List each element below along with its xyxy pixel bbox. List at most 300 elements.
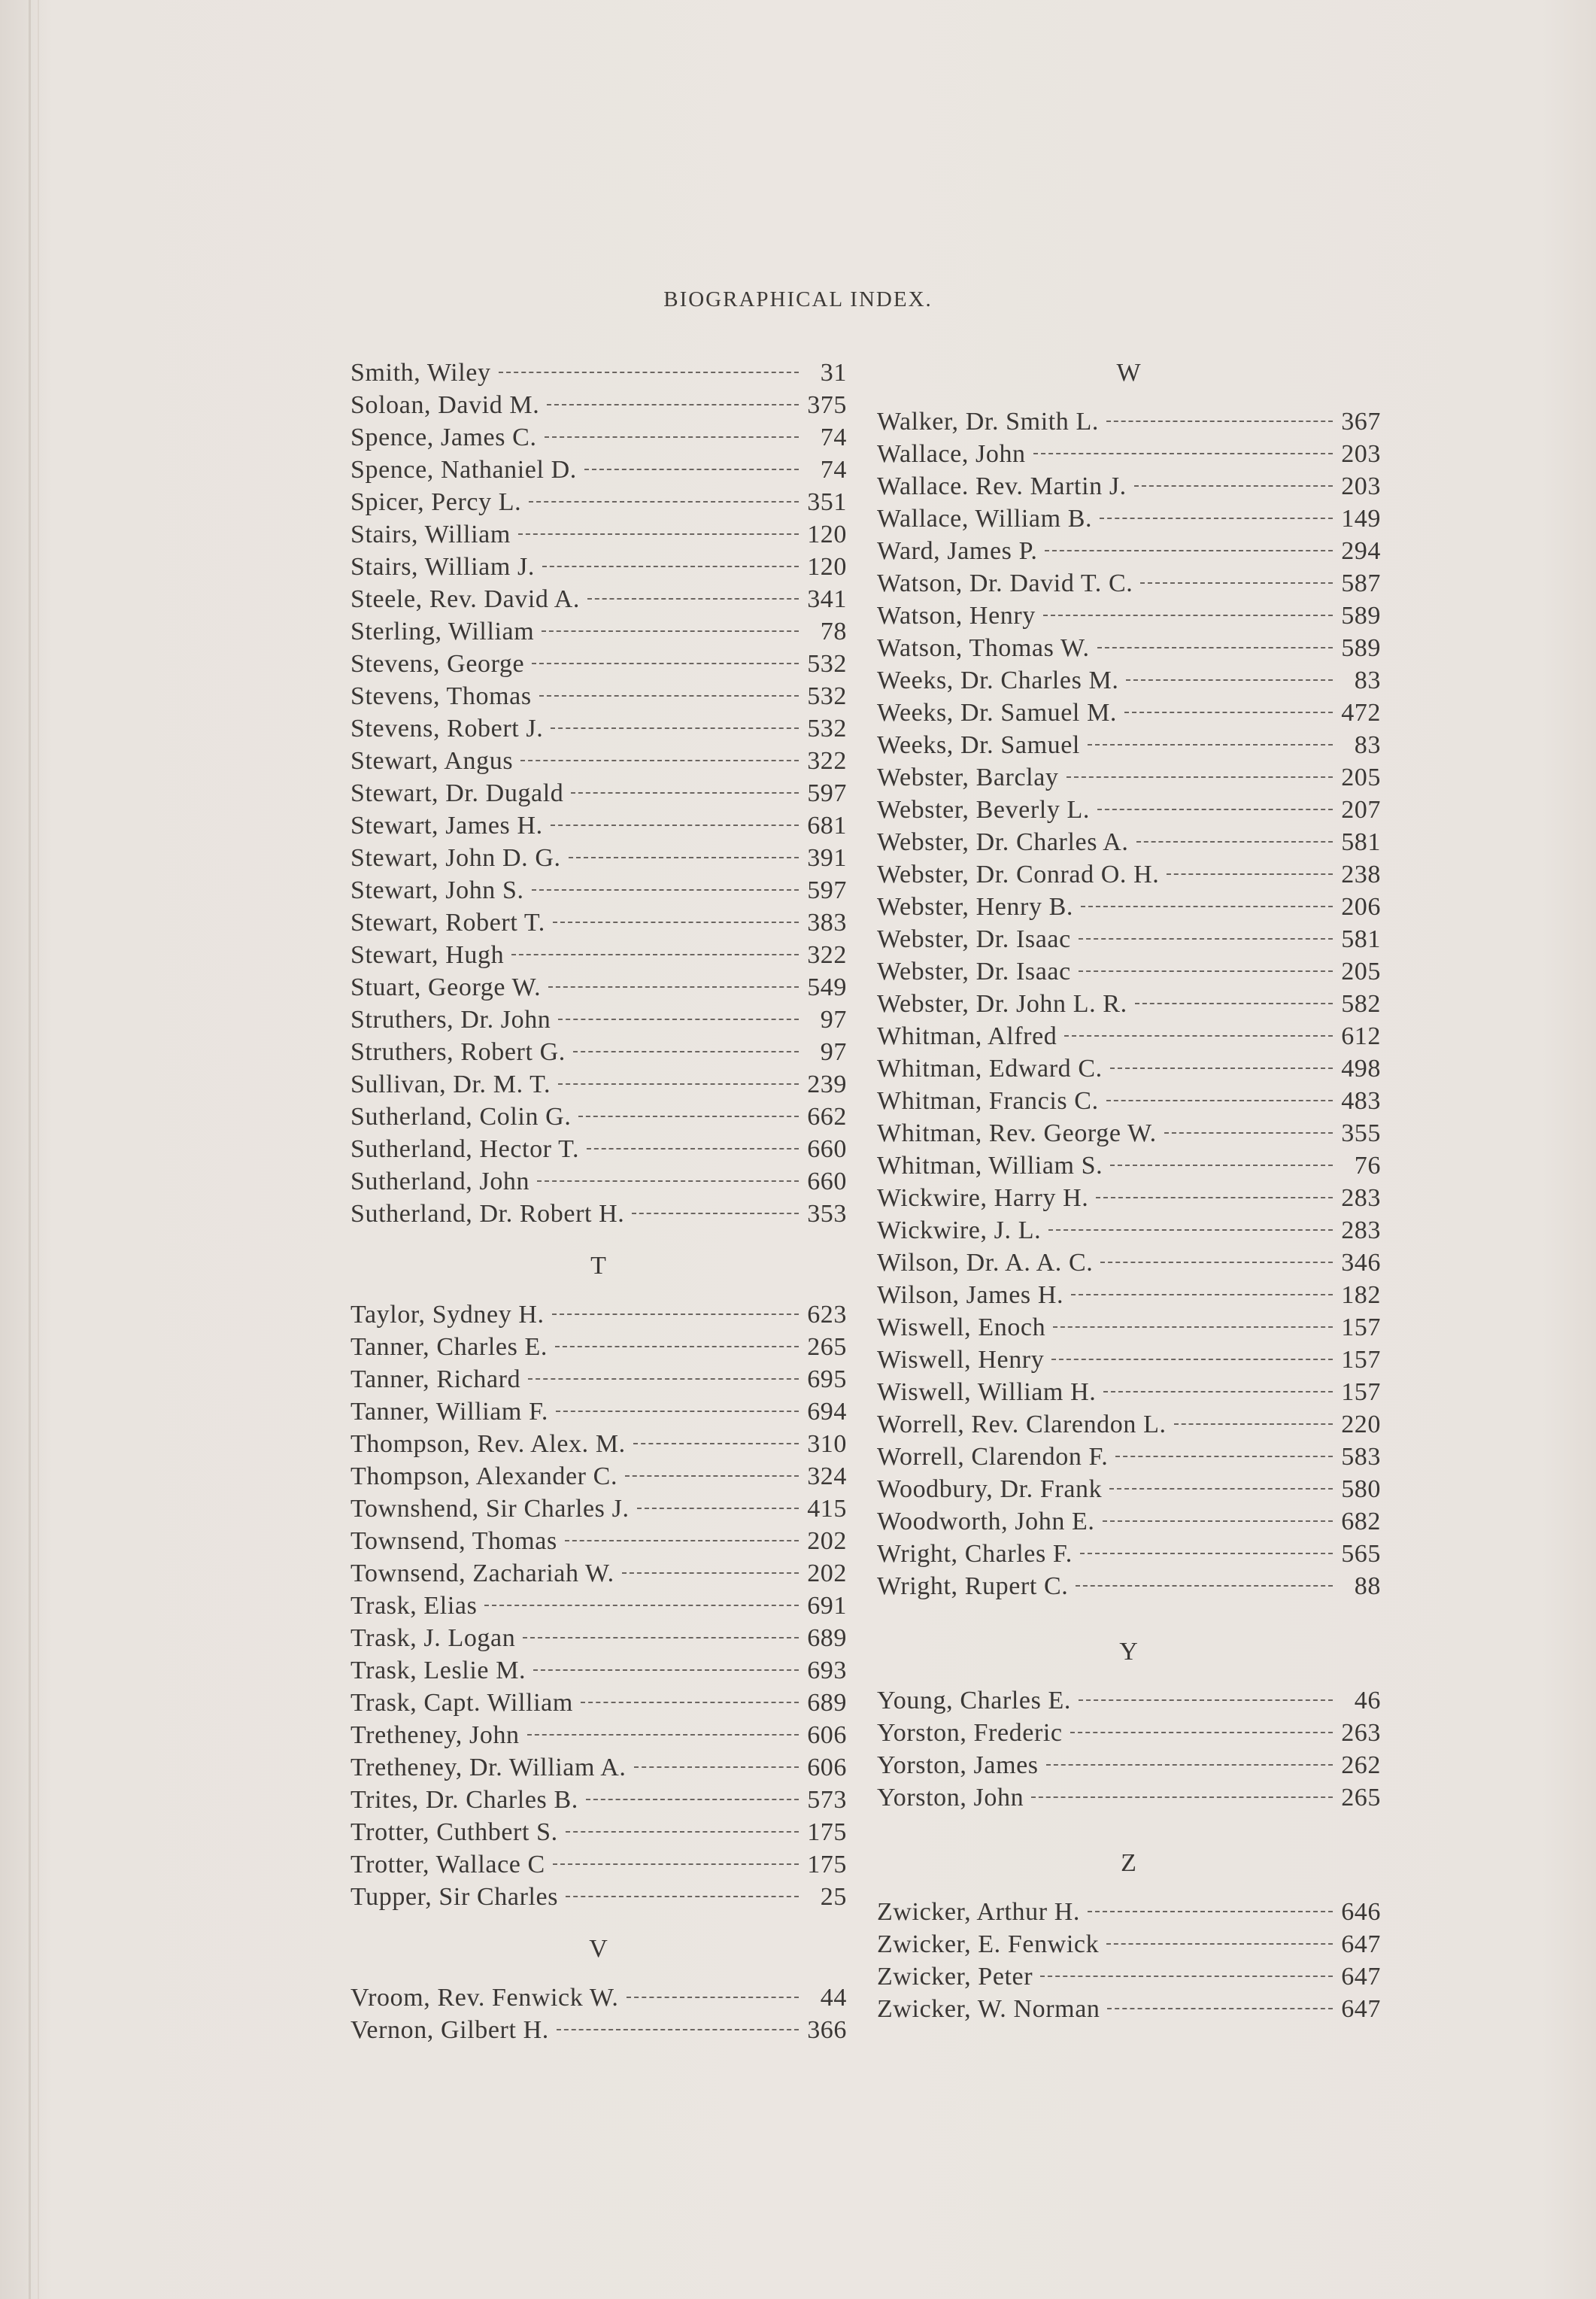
entry-page-number: 597: [807, 779, 847, 807]
entry-name: Young, Charles E.: [877, 1687, 1071, 1714]
entry-page-number: 97: [820, 1038, 847, 1066]
entry-page-number: 532: [807, 715, 847, 743]
leader-dashes: [1115, 1456, 1333, 1457]
entry-name: Stewart, John S.: [350, 876, 524, 904]
index-entry: [877, 955, 1381, 988]
leader-dashes: [632, 1213, 799, 1214]
entry-page-number: 623: [807, 1301, 847, 1329]
entry-page-number: 660: [807, 1135, 847, 1163]
leader-dashes: [1109, 1488, 1333, 1490]
index-entry: [350, 680, 847, 712]
entry-name: Sutherland, John: [350, 1168, 530, 1195]
section-heading-y: Y: [1119, 1638, 1139, 1666]
index-entry: [877, 1279, 1381, 1311]
entry-page-number: 46: [1354, 1687, 1381, 1714]
entry-name: Townsend, Thomas: [350, 1527, 557, 1555]
section-heading-z: Z: [1121, 1849, 1137, 1877]
leader-dashes: [1064, 1035, 1333, 1037]
entry-page-number: 581: [1341, 925, 1381, 953]
leader-dashes: [1135, 1003, 1333, 1004]
entry-name: Trask, Leslie M.: [350, 1657, 526, 1684]
entry-name: Stewart, Dr. Dugald: [350, 779, 564, 807]
leader-dashes: [1124, 712, 1333, 713]
v-entries-list: [350, 1982, 847, 2046]
entry-page-number: 149: [1341, 505, 1381, 533]
leader-dashes: [1080, 1553, 1333, 1554]
entry-name: Stevens, Thomas: [350, 682, 532, 710]
entry-name: Woodworth, John E.: [877, 1508, 1095, 1535]
entry-page-number: 351: [807, 488, 847, 516]
index-entry: [350, 1848, 847, 1881]
index-entry: [877, 1214, 1381, 1247]
entry-name: Trites, Dr. Charles B.: [350, 1786, 578, 1814]
entry-page-number: 78: [820, 618, 847, 645]
entry-page-number: 597: [807, 876, 847, 904]
index-entry: [877, 1717, 1381, 1749]
entry-page-number: 74: [820, 424, 847, 451]
entry-page-number: 202: [807, 1527, 847, 1555]
entry-page-number: 239: [807, 1071, 847, 1098]
leader-dashes: [1043, 615, 1333, 616]
leader-dashes: [1107, 2008, 1333, 2009]
index-entry: [877, 1570, 1381, 1602]
entry-page-number: 483: [1341, 1087, 1381, 1115]
index-entry: [350, 1331, 847, 1363]
entry-name: Yorston, Frederic: [877, 1719, 1063, 1747]
entry-name: Struthers, Robert G.: [350, 1038, 566, 1066]
index-entry: [350, 486, 847, 518]
index-entry: [350, 1557, 847, 1590]
w-entries-list: [877, 405, 1381, 1602]
entry-page-number: 205: [1341, 958, 1381, 986]
entry-name: Sullivan, Dr. M. T.: [350, 1071, 551, 1098]
leader-dashes: [565, 1540, 799, 1541]
leader-dashes: [1136, 841, 1333, 843]
entry-page-number: 647: [1341, 1963, 1381, 1991]
index-entry: [877, 858, 1381, 891]
leader-dashes: [1103, 1391, 1333, 1392]
entry-name: Wallace, John: [877, 440, 1026, 468]
entry-name: Wallace. Rev. Martin J.: [877, 472, 1127, 500]
leader-dashes: [1079, 1699, 1333, 1701]
entry-page-number: 582: [1341, 990, 1381, 1018]
entry-page-number: 647: [1341, 1930, 1381, 1958]
section-heading-t: T: [590, 1252, 607, 1280]
entry-name: Whitman, Francis C.: [877, 1087, 1099, 1115]
entry-name: Webster, Dr. Conrad O. H.: [877, 861, 1160, 888]
index-entry: [877, 1408, 1381, 1441]
entry-page-number: 265: [807, 1333, 847, 1361]
index-entry: [877, 1441, 1381, 1473]
entry-name: Vroom, Rev. Fenwick W.: [350, 1984, 619, 2012]
index-entry: [350, 1428, 847, 1460]
index-entry: [350, 777, 847, 809]
entry-page-number: 203: [1341, 440, 1381, 468]
leader-dashes: [1167, 873, 1333, 875]
index-entry: [877, 503, 1381, 535]
index-entry: [350, 809, 847, 842]
index-entry: [877, 1182, 1381, 1214]
leader-dashes: [1040, 1976, 1333, 1977]
entry-page-number: 202: [807, 1559, 847, 1587]
s-entries-list: [350, 357, 847, 1230]
entry-page-number: 353: [807, 1200, 847, 1228]
leader-dashes: [552, 1313, 799, 1315]
entry-name: Sutherland, Dr. Robert H.: [350, 1200, 625, 1228]
entry-name: Townshend, Sir Charles J.: [350, 1495, 630, 1523]
entry-name: Yorston, James: [877, 1751, 1039, 1779]
leader-dashes: [622, 1572, 799, 1574]
index-entry: [877, 697, 1381, 729]
leader-dashes: [520, 760, 799, 761]
entry-name: Stewart, James H.: [350, 812, 543, 840]
entry-page-number: 88: [1354, 1572, 1381, 1600]
entry-name: Trask, Capt. William: [350, 1689, 573, 1717]
entry-page-number: 689: [807, 1624, 847, 1652]
index-entry: [877, 1928, 1381, 1960]
index-entry: [350, 518, 847, 551]
entry-name: Wiswell, Enoch: [877, 1313, 1046, 1341]
entry-page-number: 581: [1341, 828, 1381, 856]
index-entry: [877, 535, 1381, 567]
entry-page-number: 589: [1341, 634, 1381, 662]
leader-dashes: [542, 566, 799, 567]
section-heading-w: W: [1116, 359, 1142, 387]
leader-dashes: [625, 1475, 799, 1477]
entry-page-number: 612: [1341, 1022, 1381, 1050]
entry-page-number: 565: [1341, 1540, 1381, 1568]
index-entry: [350, 1784, 847, 1816]
entry-name: Watson, Dr. David T. C.: [877, 569, 1133, 597]
index-entry: [350, 551, 847, 583]
z-entries-list: [877, 1896, 1381, 2025]
leader-dashes: [587, 598, 799, 600]
entry-page-number: 25: [820, 1883, 847, 1911]
index-entry: [350, 1363, 847, 1395]
entry-name: Stuart, George W.: [350, 973, 542, 1001]
entry-page-number: 694: [807, 1398, 847, 1426]
leader-dashes: [1081, 906, 1333, 907]
left-column: [350, 357, 847, 2046]
entry-name: Townsend, Zachariah W.: [350, 1559, 614, 1587]
entry-page-number: 355: [1341, 1119, 1381, 1147]
leader-dashes: [539, 695, 799, 697]
entry-page-number: 583: [1341, 1443, 1381, 1471]
entry-page-number: 346: [1341, 1249, 1381, 1277]
entry-page-number: 341: [807, 585, 847, 613]
entry-page-number: 265: [1341, 1784, 1381, 1812]
index-entry: [877, 1505, 1381, 1538]
leader-dashes: [1174, 1423, 1333, 1425]
index-entry: [350, 842, 847, 874]
entry-name: Zwicker, E. Fenwick: [877, 1930, 1100, 1958]
entry-page-number: 31: [820, 359, 847, 387]
entry-page-number: 587: [1341, 569, 1381, 597]
entry-name: Vernon, Gilbert H.: [350, 2016, 549, 2044]
leader-dashes: [537, 1180, 799, 1182]
entry-page-number: 83: [1354, 667, 1381, 694]
leader-dashes: [1100, 1262, 1333, 1263]
leader-dashes: [566, 1831, 799, 1833]
index-entry: [350, 1719, 847, 1751]
leader-dashes: [1067, 776, 1333, 778]
entry-page-number: 693: [807, 1657, 847, 1684]
leader-dashes: [581, 1702, 799, 1703]
index-entry: [350, 1036, 847, 1068]
entry-page-number: 498: [1341, 1055, 1381, 1083]
entry-name: Webster, Dr. John L. R.: [877, 990, 1127, 1018]
entry-name: Webster, Dr. Isaac: [877, 958, 1071, 986]
index-entry: [350, 357, 847, 389]
entry-page-number: 203: [1341, 472, 1381, 500]
entry-name: Webster, Henry B.: [877, 893, 1074, 921]
entry-page-number: 532: [807, 682, 847, 710]
leader-dashes: [1070, 1732, 1333, 1733]
leader-dashes: [586, 1799, 799, 1800]
entry-page-number: 472: [1341, 699, 1381, 727]
index-entry: [350, 2014, 847, 2046]
entry-name: Soloan, David M.: [350, 391, 540, 419]
entry-page-number: 97: [820, 1006, 847, 1034]
index-entry: [350, 1654, 847, 1687]
leader-dashes: [548, 986, 799, 988]
entry-name: Wickwire, Harry H.: [877, 1184, 1089, 1212]
leader-dashes: [551, 727, 799, 729]
leader-dashes: [532, 663, 799, 664]
entry-page-number: 660: [807, 1168, 847, 1195]
leader-dashes: [556, 1411, 799, 1412]
leader-dashes: [1046, 1764, 1333, 1766]
entry-name: Thompson, Alexander C.: [350, 1462, 618, 1490]
entry-name: Tanner, Charles E.: [350, 1333, 548, 1361]
index-entry: [877, 1085, 1381, 1117]
leader-dashes: [1106, 1100, 1333, 1101]
index-entry: [350, 1816, 847, 1848]
right-column: [877, 357, 1381, 2025]
entry-page-number: 44: [820, 1984, 847, 2012]
index-entry: [350, 615, 847, 648]
entry-page-number: 175: [807, 1851, 847, 1878]
leader-dashes: [1140, 582, 1333, 584]
leader-dashes: [533, 1669, 799, 1671]
entry-page-number: 294: [1341, 537, 1381, 565]
entry-name: Whitman, Alfred: [877, 1022, 1057, 1050]
index-entry: [350, 1101, 847, 1133]
leader-dashes: [528, 1378, 799, 1380]
entry-page-number: 157: [1341, 1346, 1381, 1374]
entry-name: Wallace, William B.: [877, 505, 1093, 533]
index-entry: [350, 1460, 847, 1493]
entry-page-number: 391: [807, 844, 847, 872]
index-entry: [350, 1590, 847, 1622]
leader-dashes: [547, 404, 799, 405]
entry-page-number: 120: [807, 553, 847, 581]
leader-dashes: [484, 1605, 799, 1606]
entry-name: Stewart, Robert T.: [350, 909, 545, 937]
entry-page-number: 682: [1341, 1508, 1381, 1535]
index-entry: [877, 1020, 1381, 1052]
entry-name: Wiswell, William H.: [877, 1378, 1097, 1406]
index-entry: [877, 567, 1381, 600]
entry-name: Weeks, Dr. Charles M.: [877, 667, 1119, 694]
leader-dashes: [1051, 1359, 1333, 1360]
index-entry: [350, 389, 847, 421]
entry-name: Webster, Beverly L.: [877, 796, 1090, 824]
entry-page-number: 263: [1341, 1719, 1381, 1747]
entry-page-number: 76: [1354, 1152, 1381, 1180]
leader-dashes: [571, 792, 799, 794]
leader-dashes: [1053, 1326, 1333, 1328]
entry-name: Sterling, William: [350, 618, 535, 645]
entry-name: Steele, Rev. David A.: [350, 585, 581, 613]
entry-name: Sutherland, Hector T.: [350, 1135, 580, 1163]
index-entry: [350, 1622, 847, 1654]
entry-name: Sutherland, Colin G.: [350, 1103, 572, 1131]
entry-page-number: 324: [807, 1462, 847, 1490]
entry-name: Taylor, Sydney H.: [350, 1301, 545, 1329]
entry-page-number: 120: [807, 521, 847, 548]
entry-name: Stewart, Hugh: [350, 941, 505, 969]
entry-name: Yorston, John: [877, 1784, 1024, 1812]
leader-dashes: [558, 1019, 799, 1020]
entry-name: Wilson, Dr. A. A. C.: [877, 1249, 1094, 1277]
entry-name: Worrell, Rev. Clarendon L.: [877, 1411, 1167, 1438]
entry-name: Tretheney, John: [350, 1721, 520, 1749]
leader-dashes: [1076, 1585, 1333, 1587]
leader-dashes: [1164, 1132, 1333, 1134]
entry-page-number: 366: [807, 2016, 847, 2044]
entry-page-number: 549: [807, 973, 847, 1001]
entry-name: Struthers, Dr. John: [350, 1006, 551, 1034]
entry-name: Ward, James P.: [877, 537, 1038, 565]
index-entry: [877, 632, 1381, 664]
entry-name: Trotter, Cuthbert S.: [350, 1818, 558, 1846]
leader-dashes: [634, 1766, 799, 1768]
entry-page-number: 157: [1341, 1378, 1381, 1406]
entry-name: Stairs, William J.: [350, 553, 535, 581]
index-entry: [350, 1881, 847, 1913]
index-entry: [350, 1004, 847, 1036]
index-entry: [350, 648, 847, 680]
entry-page-number: 589: [1341, 602, 1381, 630]
entry-name: Trask, Elias: [350, 1592, 478, 1620]
entry-page-number: 383: [807, 909, 847, 937]
leader-dashes: [555, 1346, 799, 1347]
index-entry: [877, 1538, 1381, 1570]
leader-dashes: [511, 954, 799, 955]
entry-page-number: 367: [1341, 408, 1381, 436]
index-entry: [877, 1960, 1381, 1993]
entry-name: Weeks, Dr. Samuel: [877, 731, 1080, 759]
index-entry: [877, 826, 1381, 858]
leader-dashes: [627, 1997, 800, 1998]
entry-name: Whitman, Rev. George W.: [877, 1119, 1157, 1147]
entry-page-number: 647: [1341, 1995, 1381, 2023]
entry-page-number: 580: [1341, 1475, 1381, 1503]
entry-page-number: 646: [1341, 1898, 1381, 1926]
entry-page-number: 662: [807, 1103, 847, 1131]
binding-edge: [29, 0, 31, 2299]
entry-page-number: 689: [807, 1689, 847, 1717]
entry-name: Spicer, Percy L.: [350, 488, 522, 516]
leader-dashes: [1106, 1943, 1333, 1945]
index-entry: [350, 1133, 847, 1165]
index-entry: [877, 1993, 1381, 2025]
index-entry: [877, 923, 1381, 955]
entry-page-number: 74: [820, 456, 847, 484]
leader-dashes: [499, 372, 799, 373]
entry-page-number: 157: [1341, 1313, 1381, 1341]
leader-dashes: [529, 501, 799, 503]
index-entry: [877, 1781, 1381, 1814]
entry-name: Woodbury, Dr. Frank: [877, 1475, 1103, 1503]
entry-name: Webster, Barclay: [877, 764, 1059, 791]
index-entry: [877, 1117, 1381, 1150]
index-entry: [877, 729, 1381, 761]
leader-dashes: [553, 1863, 799, 1865]
index-entry: [350, 1198, 847, 1230]
entry-page-number: 322: [807, 747, 847, 775]
index-entry: [877, 405, 1381, 438]
leader-dashes: [518, 533, 799, 535]
leader-dashes: [1110, 1068, 1333, 1069]
index-entry: [350, 1493, 847, 1525]
entry-name: Stevens, George: [350, 650, 525, 678]
index-entry: [877, 891, 1381, 923]
y-entries-list: [877, 1684, 1381, 1814]
index-entry: [877, 438, 1381, 470]
entry-name: Tretheney, Dr. William A.: [350, 1754, 627, 1781]
leader-dashes: [1079, 970, 1333, 972]
leader-dashes: [1048, 1229, 1333, 1231]
entry-name: Worrell, Clarendon F.: [877, 1443, 1109, 1471]
entry-name: Wright, Rupert C.: [877, 1572, 1069, 1600]
index-entry: [877, 1311, 1381, 1344]
entry-name: Walker, Dr. Smith L.: [877, 408, 1099, 436]
entry-name: Watson, Thomas W.: [877, 634, 1090, 662]
entry-page-number: 606: [807, 1754, 847, 1781]
entry-name: Stewart, Angus: [350, 747, 514, 775]
entry-page-number: 283: [1341, 1184, 1381, 1212]
t-entries-list: [350, 1298, 847, 1913]
entry-name: Watson, Henry: [877, 602, 1036, 630]
index-entry: [350, 874, 847, 907]
index-entry: [877, 794, 1381, 826]
leader-dashes: [523, 1637, 799, 1638]
leader-dashes: [1103, 1520, 1334, 1522]
entry-page-number: 283: [1341, 1216, 1381, 1244]
index-entry: [350, 583, 847, 615]
entry-name: Zwicker, Peter: [877, 1963, 1033, 1991]
leader-dashes: [1045, 550, 1333, 551]
entry-page-number: 695: [807, 1365, 847, 1393]
index-entry: [350, 939, 847, 971]
index-entry: [877, 1052, 1381, 1085]
entry-page-number: 262: [1341, 1751, 1381, 1779]
index-entry: [350, 1751, 847, 1784]
leader-dashes: [551, 825, 799, 826]
entry-page-number: 322: [807, 941, 847, 969]
entry-page-number: 375: [807, 391, 847, 419]
entry-name: Trask, J. Logan: [350, 1624, 516, 1652]
index-entry: [877, 600, 1381, 632]
index-entry: [350, 1395, 847, 1428]
entry-name: Wilson, James H.: [877, 1281, 1064, 1309]
entry-name: Stewart, John D. G.: [350, 844, 561, 872]
index-entry: [877, 470, 1381, 503]
entry-page-number: 606: [807, 1721, 847, 1749]
entry-name: Spence, Nathaniel D.: [350, 456, 577, 484]
